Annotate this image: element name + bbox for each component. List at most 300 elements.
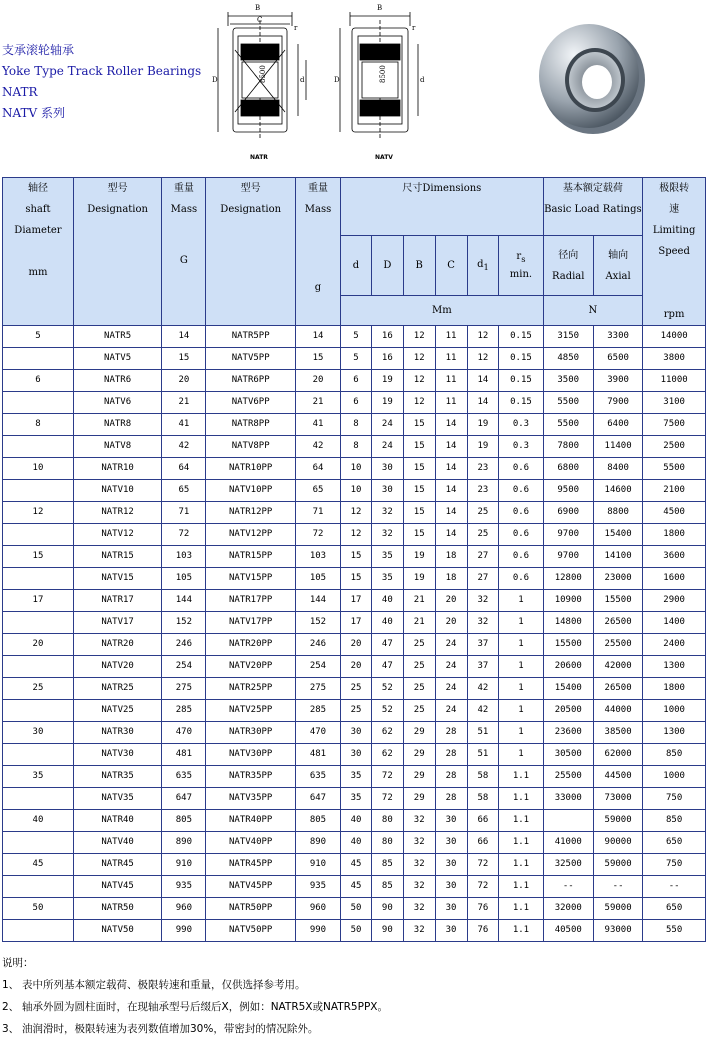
cell-dim-D: 19 xyxy=(371,392,403,414)
cell-mass-pp: 15 xyxy=(295,348,340,370)
cell-dim-C: 30 xyxy=(435,854,467,876)
svg-text:B: B xyxy=(377,4,383,12)
cell-designation: NATR17 xyxy=(73,590,161,612)
cell-load-radial: 3500 xyxy=(543,370,593,392)
cell-mass: 65 xyxy=(162,480,206,502)
cell-dim-B: 15 xyxy=(403,524,435,546)
cell-dim-rs: 0.6 xyxy=(499,546,543,568)
svg-text:8500: 8500 xyxy=(379,65,387,83)
cell-mass: 285 xyxy=(162,700,206,722)
cell-dim-rs: 1.1 xyxy=(499,810,543,832)
cell-limiting-speed: 850 xyxy=(643,744,706,766)
cell-dim-B: 32 xyxy=(403,810,435,832)
cell-shaft-diameter: 12 xyxy=(3,502,74,524)
table-row xyxy=(3,722,706,744)
cell-load-radial: 20600 xyxy=(543,656,593,678)
cell-dim-d: 10 xyxy=(341,458,372,480)
cell-designation: NATV20 xyxy=(73,656,161,678)
cell-load-axial: 6500 xyxy=(593,348,642,370)
cell-shaft-diameter: 20 xyxy=(3,634,74,656)
notes-heading: 说明： xyxy=(2,957,34,969)
cell-mass: 960 xyxy=(162,898,206,920)
cell-dim-d1: 12 xyxy=(467,326,499,348)
cell-mass: 990 xyxy=(162,920,206,942)
cell-dim-B: 21 xyxy=(403,612,435,634)
cell-dim-rs: 0.6 xyxy=(499,502,543,524)
table-row xyxy=(3,546,706,568)
cell-dim-d1: 42 xyxy=(467,678,499,700)
header-dim-unit: Mm xyxy=(341,296,543,326)
cell-shaft-diameter xyxy=(3,524,74,546)
svg-text:B: B xyxy=(255,4,261,12)
cell-load-radial: 12800 xyxy=(543,568,593,590)
cell-shaft-diameter xyxy=(3,348,74,370)
header-rs: $r_s$ min. xyxy=(499,236,543,296)
cell-limiting-speed: 7500 xyxy=(643,414,706,436)
cell-dim-D: 40 xyxy=(371,590,403,612)
cell-load-radial: 5500 xyxy=(543,392,593,414)
cell-dim-C: 30 xyxy=(435,898,467,920)
cell-load-radial: 41000 xyxy=(543,832,593,854)
cell-dim-d: 35 xyxy=(341,788,372,810)
cell-mass-pp: 275 xyxy=(295,678,340,700)
cell-load-radial: 10900 xyxy=(543,590,593,612)
cell-limiting-speed: 2500 xyxy=(643,436,706,458)
cell-mass: 72 xyxy=(162,524,206,546)
cell-dim-D: 19 xyxy=(371,370,403,392)
note-3: 3、 油润滑时，极限转速为表列数值增加30%，带密封的情况除外。 xyxy=(2,1023,319,1035)
cell-dim-d: 45 xyxy=(341,876,372,898)
cell-dim-B: 29 xyxy=(403,766,435,788)
cell-load-axial: 26500 xyxy=(593,612,642,634)
svg-text:r: r xyxy=(294,24,298,32)
cell-dim-C: 24 xyxy=(435,700,467,722)
cell-designation: NATR12 xyxy=(73,502,161,524)
cell-limiting-speed: 2100 xyxy=(643,480,706,502)
cell-dim-rs: 1 xyxy=(499,744,543,766)
cell-limiting-speed: 2900 xyxy=(643,590,706,612)
cell-load-radial xyxy=(543,810,593,832)
header-mass-1: 重量 Mass G xyxy=(162,178,206,326)
cell-dim-D: 30 xyxy=(371,480,403,502)
cell-dim-C: 30 xyxy=(435,810,467,832)
cell-designation: NATR40 xyxy=(73,810,161,832)
cell-limiting-speed: 850 xyxy=(643,810,706,832)
cell-mass-pp: 246 xyxy=(295,634,340,656)
cell-load-radial: 9700 xyxy=(543,524,593,546)
cell-dim-rs: 0.6 xyxy=(499,524,543,546)
cell-dim-rs: 1 xyxy=(499,722,543,744)
cell-designation-pp: NATV8PP xyxy=(206,436,295,458)
title-en: Yoke Type Track Roller Bearings xyxy=(2,64,202,78)
cell-mass: 470 xyxy=(162,722,206,744)
cell-dim-d1: 25 xyxy=(467,524,499,546)
cell-designation-pp: NATR40PP xyxy=(206,810,295,832)
cell-shaft-diameter: 5 xyxy=(3,326,74,348)
cell-dim-B: 19 xyxy=(403,568,435,590)
table-row xyxy=(3,414,706,436)
cell-mass: 935 xyxy=(162,876,206,898)
cell-load-radial: -- xyxy=(543,876,593,898)
cell-dim-rs: 0.15 xyxy=(499,348,543,370)
cell-dim-d1: 72 xyxy=(467,854,499,876)
cell-designation: NATR50 xyxy=(73,898,161,920)
cell-load-axial: 14100 xyxy=(593,546,642,568)
cell-dim-rs: 0.15 xyxy=(499,370,543,392)
cell-mass: 152 xyxy=(162,612,206,634)
cell-limiting-speed: 3100 xyxy=(643,392,706,414)
cell-designation: NATV15 xyxy=(73,568,161,590)
cell-designation-pp: NATV50PP xyxy=(206,920,295,942)
cell-dim-d1: 72 xyxy=(467,876,499,898)
cell-designation: NATR45 xyxy=(73,854,161,876)
cell-designation: NATV40 xyxy=(73,832,161,854)
cell-load-axial: 15500 xyxy=(593,590,642,612)
cell-mass-pp: 635 xyxy=(295,766,340,788)
cell-dim-rs: 0.3 xyxy=(499,414,543,436)
cell-designation: NATV10 xyxy=(73,480,161,502)
cell-mass: 15 xyxy=(162,348,206,370)
cell-dim-d: 6 xyxy=(341,392,372,414)
cell-designation-pp: NATR8PP xyxy=(206,414,295,436)
cell-mass: 144 xyxy=(162,590,206,612)
cell-mass: 103 xyxy=(162,546,206,568)
cell-mass-pp: 805 xyxy=(295,810,340,832)
cell-dim-B: 21 xyxy=(403,590,435,612)
cell-load-axial: 8800 xyxy=(593,502,642,524)
cell-designation: NATV30 xyxy=(73,744,161,766)
cell-load-axial: 42000 xyxy=(593,656,642,678)
cell-dim-d: 25 xyxy=(341,678,372,700)
cell-designation: NATR8 xyxy=(73,414,161,436)
cell-dim-D: 72 xyxy=(371,766,403,788)
cell-limiting-speed: 1000 xyxy=(643,700,706,722)
cell-dim-D: 16 xyxy=(371,348,403,370)
cell-dim-D: 80 xyxy=(371,810,403,832)
table-row xyxy=(3,700,706,722)
cell-dim-d1: 23 xyxy=(467,480,499,502)
cell-mass-pp: 71 xyxy=(295,502,340,524)
table-row xyxy=(3,524,706,546)
cell-dim-D: 85 xyxy=(371,854,403,876)
cell-dim-D: 40 xyxy=(371,612,403,634)
cell-dim-B: 19 xyxy=(403,546,435,568)
cell-mass-pp: 20 xyxy=(295,370,340,392)
cell-load-axial: 8400 xyxy=(593,458,642,480)
cell-shaft-diameter xyxy=(3,920,74,942)
cell-shaft-diameter: 45 xyxy=(3,854,74,876)
cell-designation-pp: NATV12PP xyxy=(206,524,295,546)
spec-table xyxy=(2,177,706,942)
cell-shaft-diameter xyxy=(3,788,74,810)
header-limiting-speed: 极限转 速 Limiting Speed rpm xyxy=(643,178,706,326)
cell-limiting-speed: 2400 xyxy=(643,634,706,656)
cell-limiting-speed: 1000 xyxy=(643,766,706,788)
cell-dim-C: 24 xyxy=(435,656,467,678)
cell-shaft-diameter xyxy=(3,392,74,414)
cell-shaft-diameter: 6 xyxy=(3,370,74,392)
cell-limiting-speed: 750 xyxy=(643,854,706,876)
cell-mass-pp: 42 xyxy=(295,436,340,458)
cell-mass: 910 xyxy=(162,854,206,876)
cell-load-radial: 5500 xyxy=(543,414,593,436)
cell-designation-pp: NATR10PP xyxy=(206,458,295,480)
cell-designation-pp: NATV20PP xyxy=(206,656,295,678)
cell-dim-B: 15 xyxy=(403,436,435,458)
natr-label: NATR xyxy=(250,154,268,161)
cell-load-axial: 14600 xyxy=(593,480,642,502)
cell-dim-d: 12 xyxy=(341,524,372,546)
header-load-unit: N xyxy=(543,296,643,326)
cell-dim-d1: 23 xyxy=(467,458,499,480)
cell-mass: 105 xyxy=(162,568,206,590)
table-row xyxy=(3,854,706,876)
cell-load-radial: 14800 xyxy=(543,612,593,634)
title-cn: 支承滚轮轴承 xyxy=(2,43,75,57)
cell-load-radial: 32500 xyxy=(543,854,593,876)
cell-dim-d1: 32 xyxy=(467,590,499,612)
cell-dim-rs: 1.1 xyxy=(499,898,543,920)
header-d1: $d_1$ xyxy=(467,236,499,296)
cell-designation-pp: NATV17PP xyxy=(206,612,295,634)
table-row xyxy=(3,348,706,370)
cell-dim-C: 24 xyxy=(435,678,467,700)
table-row xyxy=(3,810,706,832)
cell-dim-d: 15 xyxy=(341,546,372,568)
cell-load-radial: 3150 xyxy=(543,326,593,348)
cell-mass: 635 xyxy=(162,766,206,788)
header-shaft: 轴径 shaft Diameter mm xyxy=(3,178,74,326)
cell-load-axial: -- xyxy=(593,876,642,898)
cell-dim-d1: 27 xyxy=(467,568,499,590)
cell-dim-d: 40 xyxy=(341,832,372,854)
cell-load-radial: 15500 xyxy=(543,634,593,656)
cell-designation: NATV50 xyxy=(73,920,161,942)
cell-load-axial: 38500 xyxy=(593,722,642,744)
svg-text:8500: 8500 xyxy=(259,65,267,83)
cell-dim-d: 12 xyxy=(341,502,372,524)
cell-dim-C: 30 xyxy=(435,876,467,898)
cell-dim-d: 5 xyxy=(341,326,372,348)
cell-load-radial: 6900 xyxy=(543,502,593,524)
cell-limiting-speed: 5500 xyxy=(643,458,706,480)
header-D: D xyxy=(371,236,403,296)
cell-shaft-diameter: 50 xyxy=(3,898,74,920)
cell-dim-C: 14 xyxy=(435,436,467,458)
note-2: 2、 轴承外圆为圆柱面时，在现轴承型号后缀后X，例如：NATR5X或NATR5PPX。 xyxy=(2,1001,388,1013)
cell-shaft-diameter xyxy=(3,876,74,898)
cell-dim-rs: 0.15 xyxy=(499,392,543,414)
cell-designation: NATV45 xyxy=(73,876,161,898)
cell-limiting-speed: 3600 xyxy=(643,546,706,568)
cell-dim-rs: 0.6 xyxy=(499,458,543,480)
cell-dim-rs: 1 xyxy=(499,590,543,612)
cell-dim-C: 28 xyxy=(435,788,467,810)
cell-mass: 805 xyxy=(162,810,206,832)
cell-designation: NATV8 xyxy=(73,436,161,458)
cell-shaft-diameter: 25 xyxy=(3,678,74,700)
cell-designation-pp: NATR17PP xyxy=(206,590,295,612)
table-row xyxy=(3,634,706,656)
cell-dim-C: 14 xyxy=(435,458,467,480)
cell-dim-D: 52 xyxy=(371,700,403,722)
cell-designation: NATV17 xyxy=(73,612,161,634)
cell-load-radial: 9500 xyxy=(543,480,593,502)
table-row xyxy=(3,678,706,700)
table-row xyxy=(3,876,706,898)
cell-mass: 647 xyxy=(162,788,206,810)
cell-dim-d: 20 xyxy=(341,656,372,678)
cell-shaft-diameter xyxy=(3,480,74,502)
cell-load-axial: 59000 xyxy=(593,810,642,832)
table-row xyxy=(3,326,706,348)
cell-limiting-speed: 1300 xyxy=(643,656,706,678)
cell-dim-C: 18 xyxy=(435,546,467,568)
cell-dim-B: 25 xyxy=(403,678,435,700)
cell-dim-d1: 25 xyxy=(467,502,499,524)
cell-shaft-diameter xyxy=(3,700,74,722)
cell-mass: 64 xyxy=(162,458,206,480)
cell-dim-D: 24 xyxy=(371,436,403,458)
cell-dim-d1: 51 xyxy=(467,744,499,766)
cell-dim-C: 28 xyxy=(435,722,467,744)
cell-mass: 21 xyxy=(162,392,206,414)
cell-dim-d: 50 xyxy=(341,898,372,920)
cell-load-axial: 59000 xyxy=(593,854,642,876)
cell-dim-d1: 12 xyxy=(467,348,499,370)
header-load-ratings: 基本额定载荷 Basic Load Ratings xyxy=(543,178,643,236)
cell-shaft-diameter: 15 xyxy=(3,546,74,568)
cell-dim-D: 85 xyxy=(371,876,403,898)
cell-limiting-speed: 3800 xyxy=(643,348,706,370)
cell-limiting-speed: 4500 xyxy=(643,502,706,524)
cell-limiting-speed: 11000 xyxy=(643,370,706,392)
cell-designation: NATR15 xyxy=(73,546,161,568)
cell-dim-d: 10 xyxy=(341,480,372,502)
cell-load-axial: 62000 xyxy=(593,744,642,766)
header-designation-1: 型号 Designation xyxy=(73,178,161,326)
cell-dim-rs: 1.1 xyxy=(499,920,543,942)
cell-shaft-diameter: 8 xyxy=(3,414,74,436)
natv-label: NATV xyxy=(375,154,393,161)
cell-dim-B: 15 xyxy=(403,480,435,502)
cell-load-radial: 40500 xyxy=(543,920,593,942)
cell-designation: NATR6 xyxy=(73,370,161,392)
cell-dim-D: 35 xyxy=(371,546,403,568)
cell-dim-C: 18 xyxy=(435,568,467,590)
cell-shaft-diameter: 40 xyxy=(3,810,74,832)
cell-mass-pp: 21 xyxy=(295,392,340,414)
natv-drawing xyxy=(334,4,425,140)
cell-dim-B: 32 xyxy=(403,898,435,920)
table-row xyxy=(3,898,706,920)
cell-designation-pp: NATV15PP xyxy=(206,568,295,590)
cell-mass-pp: 65 xyxy=(295,480,340,502)
cell-dim-rs: 1 xyxy=(499,612,543,634)
cell-dim-d: 30 xyxy=(341,744,372,766)
cell-dim-D: 90 xyxy=(371,898,403,920)
cell-dim-d: 35 xyxy=(341,766,372,788)
cell-designation-pp: NATR20PP xyxy=(206,634,295,656)
header-mass-2: 重量 Mass g xyxy=(295,178,340,326)
cell-dim-rs: 0.6 xyxy=(499,568,543,590)
cell-designation-pp: NATV10PP xyxy=(206,480,295,502)
natr-drawing xyxy=(212,4,306,140)
cell-dim-rs: 0.3 xyxy=(499,436,543,458)
cell-mass: 275 xyxy=(162,678,206,700)
cell-shaft-diameter xyxy=(3,744,74,766)
cell-designation-pp: NATR45PP xyxy=(206,854,295,876)
svg-text:D: D xyxy=(212,76,218,84)
table-row xyxy=(3,612,706,634)
cell-shaft-diameter: 17 xyxy=(3,590,74,612)
cell-dim-D: 47 xyxy=(371,656,403,678)
cell-mass-pp: 72 xyxy=(295,524,340,546)
cell-load-axial: 44500 xyxy=(593,766,642,788)
cell-load-axial: 7900 xyxy=(593,392,642,414)
bearing-drawing xyxy=(200,0,430,168)
cell-dim-rs: 1.1 xyxy=(499,788,543,810)
cell-dim-d1: 58 xyxy=(467,766,499,788)
cell-dim-C: 30 xyxy=(435,920,467,942)
cell-dim-D: 35 xyxy=(371,568,403,590)
cell-dim-B: 32 xyxy=(403,876,435,898)
cell-mass-pp: 960 xyxy=(295,898,340,920)
cell-designation-pp: NATR35PP xyxy=(206,766,295,788)
cell-dim-d: 30 xyxy=(341,722,372,744)
cell-mass-pp: 152 xyxy=(295,612,340,634)
cell-limiting-speed: 14000 xyxy=(643,326,706,348)
cell-dim-B: 29 xyxy=(403,744,435,766)
cell-mass: 41 xyxy=(162,414,206,436)
cell-limiting-speed: 1600 xyxy=(643,568,706,590)
cell-dim-rs: 0.6 xyxy=(499,480,543,502)
note-1: 1、 表中所列基本额定载荷、极限转速和重量，仅供选择参考用。 xyxy=(2,979,306,991)
cell-mass-pp: 41 xyxy=(295,414,340,436)
cell-dim-D: 62 xyxy=(371,744,403,766)
cell-dim-C: 28 xyxy=(435,766,467,788)
cell-designation-pp: NATV5PP xyxy=(206,348,295,370)
cell-dim-D: 32 xyxy=(371,524,403,546)
cell-mass: 481 xyxy=(162,744,206,766)
table-row xyxy=(3,656,706,678)
cell-designation: NATR20 xyxy=(73,634,161,656)
cell-dim-C: 28 xyxy=(435,744,467,766)
cell-dim-D: 62 xyxy=(371,722,403,744)
cell-dim-d1: 51 xyxy=(467,722,499,744)
table-row xyxy=(3,436,706,458)
cell-dim-B: 12 xyxy=(403,392,435,414)
cell-designation: NATR30 xyxy=(73,722,161,744)
cell-load-axial: 93000 xyxy=(593,920,642,942)
cell-dim-C: 14 xyxy=(435,502,467,524)
table-row xyxy=(3,392,706,414)
cell-designation-pp: NATR30PP xyxy=(206,722,295,744)
svg-text:r: r xyxy=(412,24,416,32)
header-C: C xyxy=(435,236,467,296)
cell-mass-pp: 481 xyxy=(295,744,340,766)
cell-dim-d: 15 xyxy=(341,568,372,590)
cell-dim-C: 20 xyxy=(435,612,467,634)
cell-dim-rs: 1.1 xyxy=(499,854,543,876)
cell-dim-C: 30 xyxy=(435,832,467,854)
cell-dim-d1: 19 xyxy=(467,414,499,436)
cell-dim-rs: 0.15 xyxy=(499,326,543,348)
cell-load-axial: 3900 xyxy=(593,370,642,392)
cell-load-axial: 59000 xyxy=(593,898,642,920)
header-dimensions: 尺寸Dimensions xyxy=(341,178,543,236)
cell-load-radial: 32000 xyxy=(543,898,593,920)
